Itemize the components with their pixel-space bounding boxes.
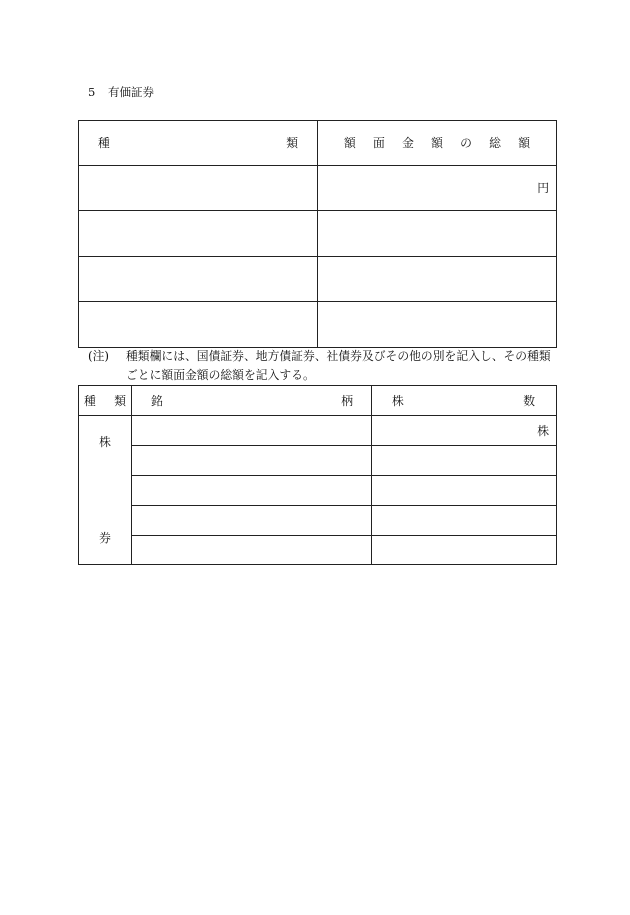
shares-unit-label: 株 xyxy=(537,423,549,438)
brand-cell xyxy=(132,416,372,446)
label-char: 額 xyxy=(518,136,530,150)
shares-cell xyxy=(372,446,557,476)
header-type-cell xyxy=(79,386,132,416)
note-line-2: ごとに額面金額の総額を記入する。 xyxy=(126,368,315,382)
table-row xyxy=(79,302,557,348)
label-char: 種 xyxy=(98,136,110,150)
label-char: の xyxy=(460,136,472,150)
header-type-cell xyxy=(79,121,318,166)
table-row xyxy=(79,446,557,476)
header-type-label xyxy=(98,136,298,150)
brand-cell xyxy=(132,446,372,476)
total-cell xyxy=(318,302,557,348)
stock-table xyxy=(78,385,557,565)
shares-cell xyxy=(372,416,557,446)
total-cell xyxy=(318,257,557,302)
section-number: 5 xyxy=(88,85,96,99)
note-label: (注) xyxy=(88,349,110,363)
label-char: 柄 xyxy=(341,393,353,408)
header-total-cell xyxy=(318,121,557,166)
header-total-label xyxy=(344,136,530,150)
table-header-row xyxy=(79,386,557,416)
type-cell xyxy=(79,211,318,257)
note-line-1: 種類欄には、国債証券、地方債証券、社債券及びその他の別を記入し、その種類 xyxy=(126,349,551,363)
table-row xyxy=(79,536,557,565)
type-cell xyxy=(79,257,318,302)
label-char: 金 xyxy=(402,136,414,150)
label-char: 種 xyxy=(84,393,96,408)
label-char: 額 xyxy=(431,136,443,150)
header-type-label xyxy=(84,394,126,408)
type-cell xyxy=(79,166,318,211)
brand-cell xyxy=(132,506,372,536)
table-header-row xyxy=(79,121,557,166)
brand-cell xyxy=(132,476,372,506)
shares-cell xyxy=(372,536,557,565)
label-char: 総 xyxy=(489,136,501,150)
type-value-cell xyxy=(79,416,132,565)
label-char: 株 xyxy=(392,393,404,408)
label-char: 数 xyxy=(523,393,535,408)
securities-table xyxy=(78,120,557,348)
label-char: 面 xyxy=(373,136,385,150)
label-char: 株 xyxy=(99,435,111,449)
section-title: 有価証券 xyxy=(108,85,154,99)
total-cell xyxy=(318,211,557,257)
brand-cell xyxy=(132,536,372,565)
table-row xyxy=(79,416,557,446)
header-shares-label xyxy=(392,394,535,408)
shares-cell xyxy=(372,506,557,536)
total-cell xyxy=(318,166,557,211)
label-char: 類 xyxy=(114,393,126,408)
header-brand-cell xyxy=(132,386,372,416)
table-row xyxy=(79,166,557,211)
header-brand-label xyxy=(151,394,353,408)
label-char: 券 xyxy=(99,531,111,545)
type-cell xyxy=(79,302,318,348)
table-row xyxy=(79,506,557,536)
label-char: 銘 xyxy=(151,393,163,408)
table-row xyxy=(79,211,557,257)
shares-cell xyxy=(372,476,557,506)
table-row xyxy=(79,257,557,302)
label-char: 類 xyxy=(286,136,298,150)
type-value-label xyxy=(79,435,131,545)
header-shares-cell xyxy=(372,386,557,416)
yen-unit-label: 円 xyxy=(537,181,549,195)
section-heading xyxy=(88,85,154,99)
table-row xyxy=(79,476,557,506)
label-char: 額 xyxy=(344,136,356,150)
